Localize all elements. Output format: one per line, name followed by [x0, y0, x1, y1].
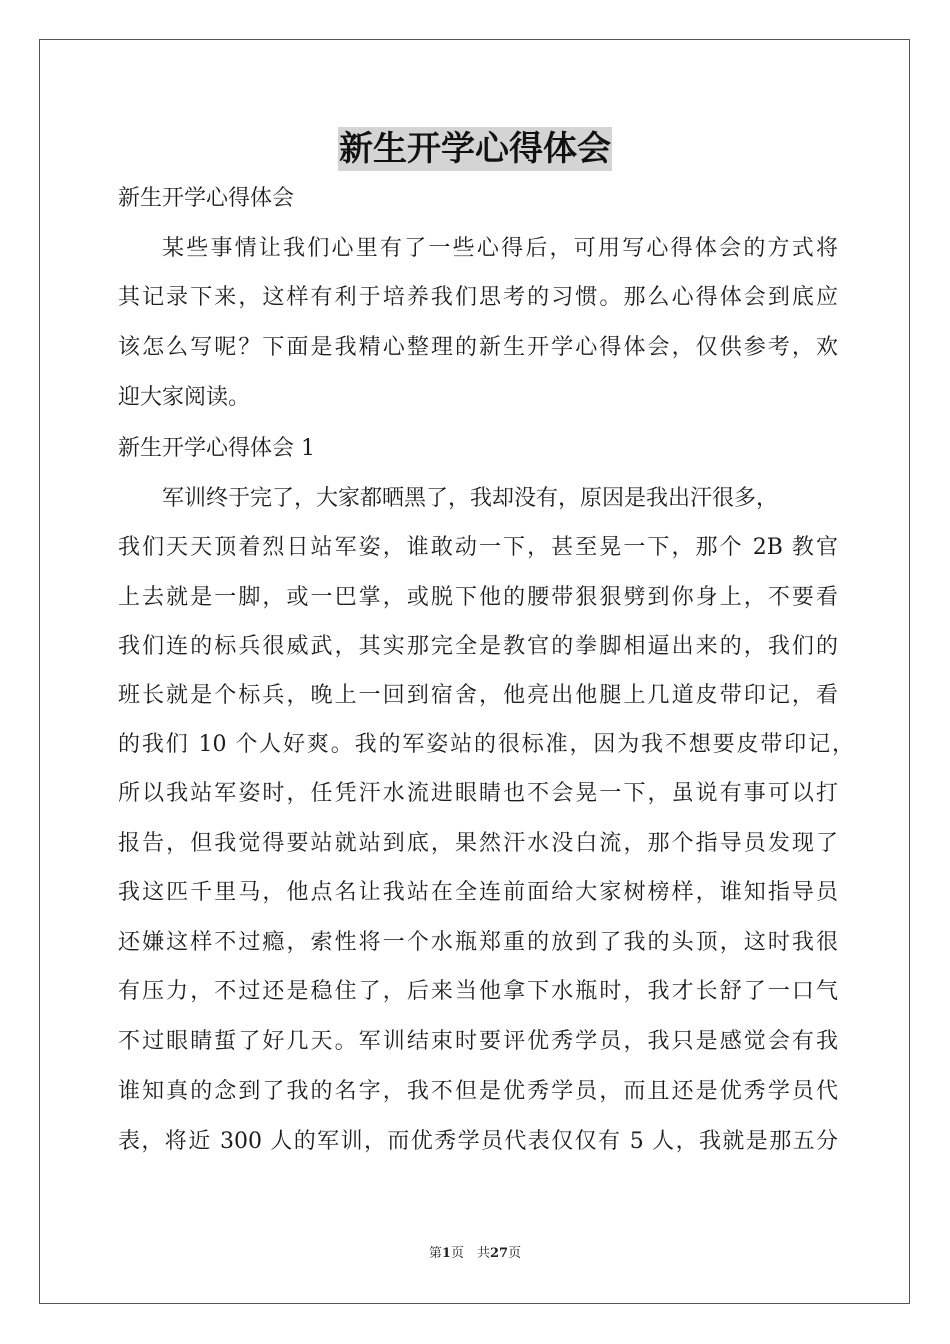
footer-page-prefix: 第: [428, 1246, 442, 1261]
footer-page-mid: 页 共: [450, 1246, 490, 1261]
body-line: 上去就是一脚，或一巴掌，或脱下他的腰带狠狠劈到你身上，不要看: [118, 585, 838, 610]
page-border: [39, 39, 910, 1304]
body-line: 不过眼睛蜇了好几天。军训结束时要评优秀学员，我只是感觉会有我: [118, 1029, 838, 1054]
intro-line: 该怎么写呢？下面是我精心整理的新生开学心得体会，仅供参考，欢: [118, 335, 838, 360]
page-footer: [0, 1245, 950, 1263]
body-line: 还嫌这样不过瘾，索性将一个水瓶郑重的放到了我的头顶，这时我很: [118, 930, 838, 955]
intro-line: 其记录下来，这样有利于培养我们思考的习惯。那么心得体会到底应: [118, 285, 838, 310]
body-line: 表，将近 300 人的军训，而优秀学员代表仅仅有 5 人，我就是那五分: [118, 1129, 838, 1154]
document-title: 新生开学心得体会: [339, 129, 611, 169]
section-heading: 新生开学心得体会 1: [118, 436, 315, 461]
title-container: [0, 127, 950, 171]
footer-page-total: 27: [489, 1246, 509, 1261]
subtitle: 新生开学心得体会: [118, 186, 295, 211]
body-line: 报告，但我觉得要站就站到底，果然汗水没白流，那个指导员发现了: [118, 831, 838, 856]
body-line: 军训终于完了，大家都晒黑了，我却没有，原因是我出汗很多，: [162, 486, 779, 511]
body-line: 我们天天顶着烈日站军姿，谁敢动一下，甚至晃一下，那个 2B 教官: [118, 535, 838, 560]
body-line: 班长就是个标兵，晚上一回到宿舍，他亮出他腿上几道皮带印记，看: [118, 683, 838, 708]
intro-line: 迎大家阅读。: [118, 385, 251, 410]
body-line: 所以我站军姿时，任凭汗水流进眼睛也不会晃一下，虽说有事可以打: [118, 781, 838, 806]
body-line: 有压力，不过还是稳住了，后来当他拿下水瓶时，我才长舒了一口气: [118, 979, 838, 1004]
body-line: 的我们 10 个人好爽。我的军姿站的很标准，因为我不想要皮带印记，: [118, 732, 854, 757]
footer-page-suffix: 页: [508, 1246, 522, 1261]
body-line: 谁知真的念到了我的名字，我不但是优秀学员，而且还是优秀学员代: [118, 1079, 838, 1104]
footer-page-current: 1: [441, 1246, 451, 1261]
body-line: 我这匹千里马，他点名让我站在全连前面给大家树榜样，谁知指导员: [118, 880, 838, 905]
body-line: 我们连的标兵很威武，其实那完全是教官的拳脚相逼出来的，我们的: [118, 634, 838, 659]
intro-line: 某些事情让我们心里有了一些心得后，可用写心得体会的方式将: [162, 236, 838, 261]
